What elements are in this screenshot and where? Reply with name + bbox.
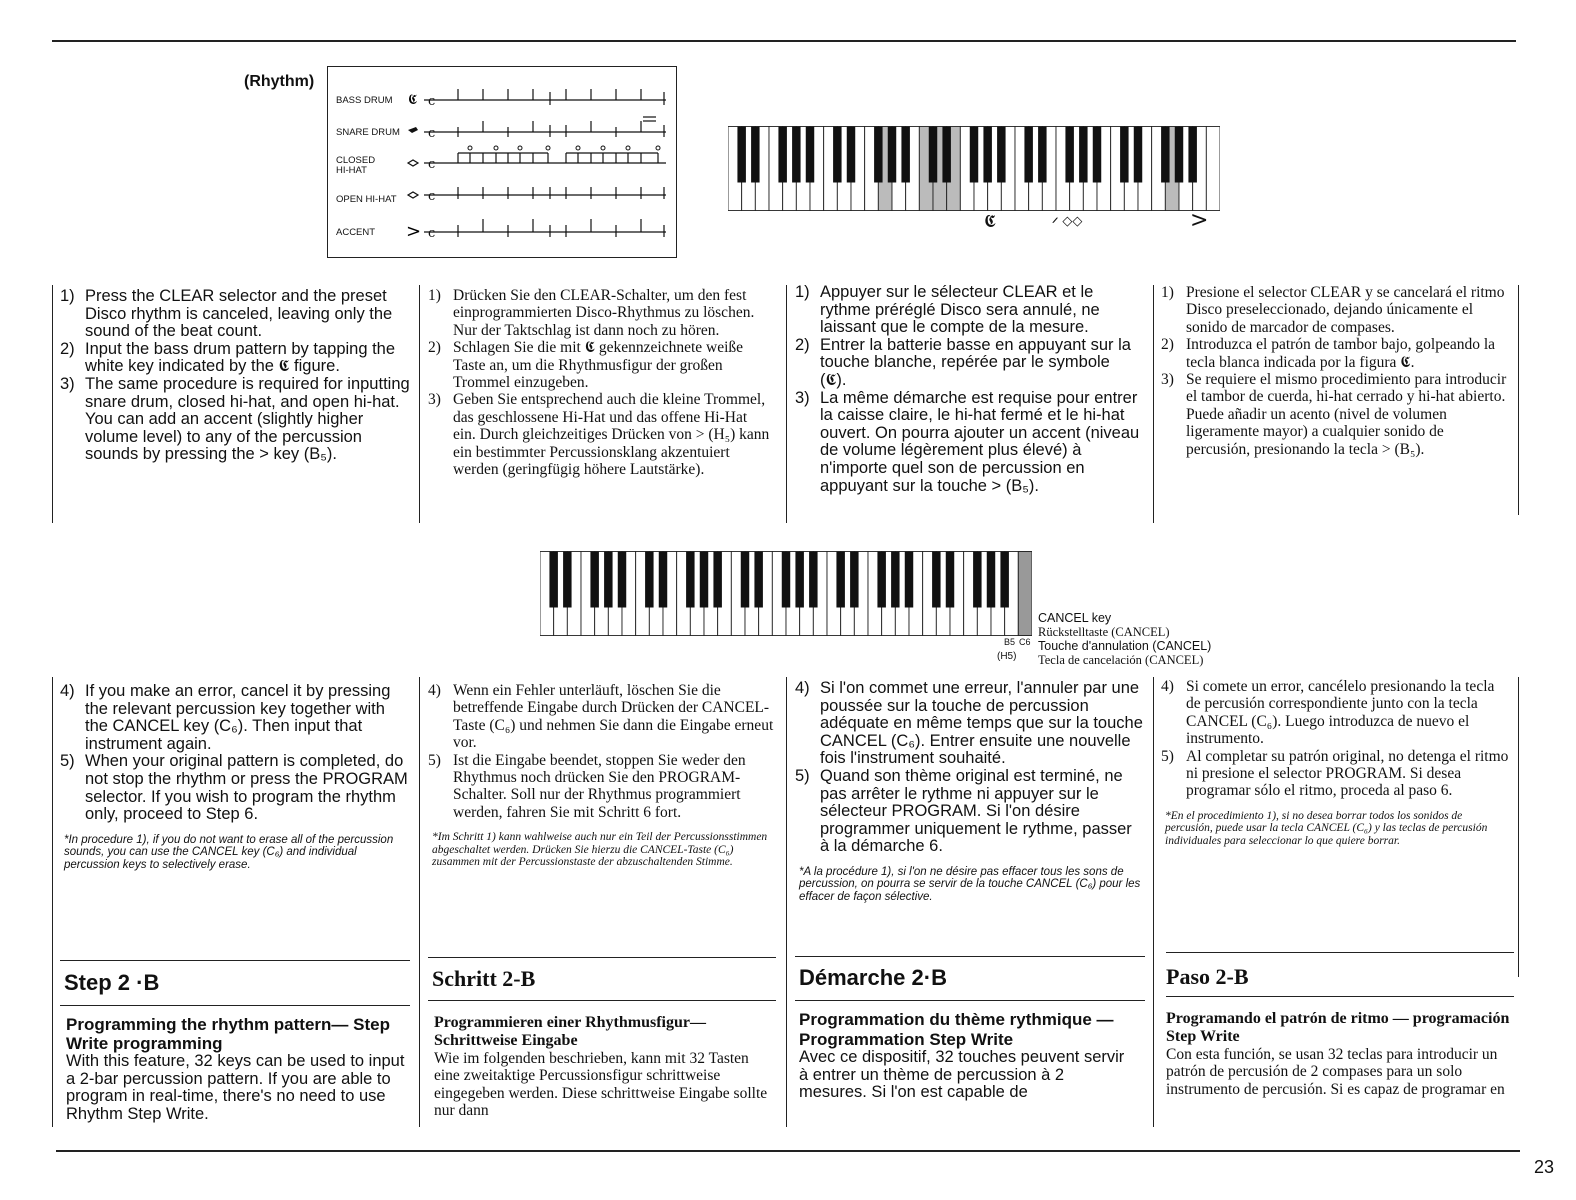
black-key: [905, 552, 913, 608]
key-name-h5: (H5): [997, 651, 1017, 662]
list-item: 4) Si l'on commet une erreur, l'annuler par une poussée sur la touche de percussion adéquate en même temps que sur la touche CANCEL (C₆). Entrer ensuite une nouvelle fois l'instrument souhaité.: [795, 679, 1143, 768]
keyboard-marker-hihat: 𝄍 ◇◇: [1052, 214, 1083, 229]
black-key: [1120, 127, 1128, 183]
black-key: [737, 127, 745, 183]
black-key: [563, 552, 571, 608]
en-section-heading: Step 2 ·B: [64, 970, 160, 995]
black-key: [1188, 127, 1196, 183]
heading-rule: [1166, 952, 1514, 953]
es-section-heading: Paso 2-B: [1166, 964, 1249, 989]
black-key: [645, 552, 653, 608]
subheading-rule: [1166, 996, 1514, 997]
es-step2b-block: [1166, 1010, 1511, 1098]
list-item: 1) Appuyer sur le sélecteur CLEAR et le rythme préréglé Disco sera annulé, ne laissant que le compte de la mesure.: [795, 283, 1100, 337]
column-divider: [1518, 285, 1519, 515]
es-subheading: Programando el patrón de ritmo — programación Step Write: [1166, 1010, 1510, 1045]
rhythm-chart: [327, 66, 677, 258]
de-steps-2: [428, 682, 775, 869]
fr-step2b-block: [799, 1010, 1135, 1102]
keyboard-diagram-top: [728, 126, 1220, 211]
black-key: [809, 552, 817, 608]
black-key: [850, 552, 858, 608]
black-key: [590, 552, 598, 608]
keyboard-marker-bass-drum: 𝕮: [984, 211, 996, 232]
heading-rule: [60, 960, 410, 961]
column-divider: [419, 677, 420, 1127]
black-key: [836, 552, 844, 608]
list-item: 3) Se requiere el mismo procedimiento para introducir el tambor de cuerda, hi-hat cerrado y hi-hat abierto. Puede añadir un acento (nivel de volumen ligeramente mayor) a cualquier sonido de percusión, presionando la tecla > (B₅).: [1161, 371, 1507, 458]
black-key: [700, 552, 708, 608]
list-item: 2) Introduzca el patrón de tambor bajo, golpeando la tecla blanca indicada por la figura 𝕮.: [1161, 336, 1496, 371]
fr-steps-1: [795, 284, 1140, 495]
list-item: 1) Drücken Sie den CLEAR-Schalter, um den fest einprogrammierten Disco-Rhythmus zu löschen. Nur der Taktschlag ist dann noch zu hören.: [428, 287, 755, 339]
fr-step-list-2: [795, 680, 1145, 856]
cancel-key-label-fr: Touche d'annulation (CANCEL): [1038, 639, 1212, 653]
es-body: Con esta función, se usan 32 teclas para introducir un patrón de percusión de 2 compases para un solo instrumento de percusión. Si es capaz de programar en: [1166, 1046, 1505, 1098]
en-step-list-2: [60, 683, 412, 824]
list-item: 4) If you make an error, cancel it by pressing the relevant percussion key together with the CANCEL key (C₆). Then input that instrument again.: [60, 682, 391, 753]
column-divider: [786, 285, 787, 523]
fr-steps-2: [795, 680, 1145, 903]
heading-rule: [795, 956, 1145, 957]
page-number: 23: [1533, 1157, 1554, 1177]
black-key: [754, 552, 762, 608]
cancel-key-label-en: CANCEL key: [1038, 611, 1112, 625]
black-key: [549, 552, 557, 608]
list-item: 5) When your original pattern is completed, do not stop the rhythm or press the PROGRAM selector. If you wish to program the rhythm only, proceed to Step 6.: [60, 752, 408, 824]
black-key: [874, 127, 882, 183]
list-item: 3) La même démarche est requise pour entrer la caisse claire, le hi-hat fermé et le hi-hat ouvert. On pourra ajouter un accent (niveau de volume légèrement plus élevé) à n'importe quel son de percussion en appuyant sur la touche > (B₅).: [795, 388, 1140, 495]
svg-text:c: c: [428, 189, 436, 204]
black-key: [987, 552, 995, 608]
open-hihat-icon: [408, 192, 418, 198]
en-step-list-1: [60, 288, 410, 464]
list-item: 2) Schlagen Sie die mit 𝕮 gekennzeichnete weiße Taste an, um die Rhythmusfigur der großen Trommel einzugeben.: [428, 339, 744, 392]
black-key: [795, 552, 803, 608]
top-rule: [52, 40, 1516, 42]
black-key: [1038, 127, 1046, 183]
black-key: [1079, 127, 1087, 183]
en-steps-2: [60, 683, 412, 871]
black-key: [891, 552, 899, 608]
black-key: [847, 127, 855, 183]
list-item: 3) Geben Sie entsprechend auch die kleine Trommel, das geschlossene Hi-Hat und das offene Hi-Hat ein. Durch gleichzeitiges Drücken von > (H₅) kann ein bestimmter Percussionsklang akzentuiert werden (geringfügig höhere Lautstärke).: [428, 391, 770, 479]
list-item: 4) Wenn ein Fehler unterläuft, löschen Sie die betreffende Eingabe durch Drücken der CANCEL-Taste (C₆) und nehmen Sie dann die Eingabe erneut vor.: [428, 682, 774, 752]
column-divider: [1153, 285, 1154, 523]
black-key: [741, 552, 749, 608]
rhythm-title: (Rhythm): [244, 73, 315, 90]
list-item: 2) Entrer la batterie basse en appuyant sur la touche blanche, repérée par le symbole (𝕮).: [795, 335, 1131, 389]
cancel-key: [1018, 552, 1032, 636]
list-item: 4) Si comete un error, cancélelo presionando la tecla de percusión correspondiente junto con la tecla CANCEL (C₆). Luego introduzca de nuevo el instrumento.: [1161, 678, 1495, 748]
en-body: With this feature, 32 keys can be used to input a 2-bar percussion pattern. If you are able to program in real-time, there's no need to use Rhythm Step Write.: [66, 1052, 405, 1123]
list-item: 2) Input the bass drum pattern by tapping the white key indicated by the 𝕮 figure.: [60, 339, 396, 376]
rhythm-row-label-snare: SNARE DRUM: [336, 127, 400, 138]
snare-drum-icon: [408, 127, 418, 133]
de-section-heading: Schritt 2-B: [432, 966, 536, 991]
de-step2b-block: [434, 1014, 774, 1120]
black-key: [618, 552, 626, 608]
es-step-list-2: [1161, 678, 1511, 800]
en-subheading: Programming the rhythm pattern— Step Write programming: [66, 1015, 390, 1053]
black-key: [1134, 127, 1142, 183]
fr-body: Avec ce dispositif, 32 touches peuvent servir à entrer un thème de percussion à 2 mesures. Si l'on est capable de: [799, 1048, 1125, 1102]
black-key: [888, 127, 896, 183]
black-key: [713, 552, 721, 608]
es-steps-2: [1161, 678, 1511, 847]
black-key: [946, 552, 954, 608]
black-key: [997, 127, 1005, 183]
key-name-b5: B5: [1004, 637, 1016, 647]
black-key: [1175, 127, 1183, 183]
de-footnote: *Im Schritt 1) kann wahlweise auch nur ein Teil der Percussionsstimmen abgeschaltet werden. Drücken Sie hierzu die CANCEL-Taste (C₆) zusammen mit der Percussionstaste der abzuschaltenden Stimme.: [432, 831, 768, 869]
svg-text:c: c: [428, 157, 436, 172]
list-item: 5) Ist die Eingabe beendet, stoppen Sie weder den Rhythmus noch drücken Sie den PROGRAM-Schalter. Soll nur der Rhythmus programmiert werden, fahren Sie mit Schritt 6 fort.: [428, 751, 746, 821]
black-key: [973, 552, 981, 608]
rhythm-row-label-accent: ACCENT: [336, 227, 376, 238]
keyboard-marker-accent: >: [1190, 208, 1209, 233]
list-item: 1) Presione el selector CLEAR y se cancelará el ritmo Disco preseleccionado, dejando únicamente el sonido de marcador de compases.: [1161, 284, 1505, 336]
de-steps-1: [428, 287, 773, 478]
column-divider: [52, 677, 53, 1127]
column-divider: [419, 285, 420, 523]
column-divider: [786, 677, 787, 1127]
key-name-c6: C6: [1019, 637, 1031, 647]
black-key: [877, 552, 885, 608]
black-key: [932, 552, 940, 608]
black-key: [970, 127, 978, 183]
black-key: [942, 127, 950, 183]
en-footnote: *In procedure 1), if you do not want to erase all of the percussion sounds, you can use the CANCEL key (C₆) and individual percussion keys to selectively erase.: [64, 833, 394, 871]
black-key: [1093, 127, 1101, 183]
black-key: [833, 127, 841, 183]
es-steps-1: [1161, 284, 1511, 458]
column-divider: [52, 285, 53, 523]
subheading-rule: [428, 1000, 776, 1001]
cancel-key-label-es: Tecla de cancelación (CANCEL): [1038, 653, 1204, 667]
svg-text:c: c: [428, 126, 436, 141]
black-key: [782, 552, 790, 608]
black-key: [604, 552, 612, 608]
subheading-rule: [795, 1000, 1145, 1001]
rhythm-row-label-closed-hihat: CLOSED HI-HAT: [336, 155, 376, 176]
list-item: 5) Al completar su patrón original, no detenga el ritmo ni presione el selector PROGRAM. Si desea programar sólo el ritmo, proceda al paso 6.: [1161, 747, 1509, 800]
heading-rule: [428, 957, 776, 958]
column-divider: [1518, 677, 1519, 977]
de-body: Wie im folgenden beschrieben, kann mit 32 Tasten eine zweitaktige Percussionsfigur schrittweise eingegeben werden. Diese schrittweise Eingabe sollte nur dann: [434, 1050, 768, 1120]
black-key: [686, 552, 694, 608]
svg-text:c: c: [428, 226, 436, 241]
white-key: [1206, 127, 1220, 211]
black-key: [983, 127, 991, 183]
black-key: [1161, 127, 1169, 183]
black-key: [659, 552, 667, 608]
column-divider: [1153, 677, 1154, 1127]
keyboard-diagram-bottom: [540, 551, 1032, 636]
svg-text:c: c: [428, 94, 436, 109]
rhythm-row-label-open-hihat: OPEN HI-HAT: [336, 194, 397, 205]
de-step-list-1: [428, 287, 773, 478]
black-key: [751, 127, 759, 183]
rhythm-notation: [328, 67, 676, 257]
accent-icon: >: [406, 221, 422, 242]
fr-section-heading: Démarche 2·B: [799, 965, 947, 990]
de-subheading: Programmieren einer Rhythmusfigur— Schrittweise Eingabe: [434, 1014, 706, 1049]
black-key: [929, 127, 937, 183]
subheading-rule: [60, 1005, 410, 1006]
black-key: [1065, 127, 1073, 183]
es-footnote: *En el procedimiento 1), si no desea borrar todos los sonidos de percusión, puede usar la tecla CANCEL (C₆) y las teclas de percusión individuales para seleccionar lo que quiere borrar.: [1165, 809, 1488, 847]
rhythm-row-label-bass: BASS DRUM: [336, 95, 393, 106]
black-key: [1024, 127, 1032, 183]
bass-drum-icon: 𝕮: [408, 92, 418, 108]
es-step-list-1: [1161, 284, 1511, 458]
black-key: [792, 127, 800, 183]
black-key: [901, 127, 909, 183]
black-key: [1000, 552, 1008, 608]
closed-hihat-icon: [408, 160, 418, 166]
list-item: 5) Quand son thème original est terminé, ne pas arrêter le rythme ni appuyer sur le sélecteur PROGRAM. Si l'on désire programmer uniquement le rythme, passer à la démarche 6.: [795, 766, 1132, 856]
list-item: 3) The same procedure is required for inputting snare drum, closed hi-hat, and open hi-hat. You can add an accent (slightly higher volume level) to any of the percussion sounds by pressing the > key (B₅).: [60, 374, 410, 464]
fr-footnote: *A la procédure 1), si l'on ne désire pas effacer tous les sons de percussion, on pourra se servir de la touche CANCEL (C₆) pour les effacer de façon sélective.: [799, 865, 1141, 903]
black-key: [806, 127, 814, 183]
bottom-rule: [56, 1150, 1520, 1152]
cancel-key-label-de: Rückstelltaste (CANCEL): [1038, 625, 1170, 639]
en-step2b-block: [66, 1015, 412, 1123]
black-key: [778, 127, 786, 183]
fr-step-list-1: [795, 284, 1140, 495]
en-steps-1: [60, 288, 410, 464]
list-item: 1) Press the CLEAR selector and the preset Disco rhythm is canceled, leaving only the sound of the beat count.: [60, 287, 393, 341]
fr-subheading: Programmation du thème rythmique — Programmation Step Write: [799, 1010, 1114, 1049]
de-step-list-2: [428, 682, 775, 821]
